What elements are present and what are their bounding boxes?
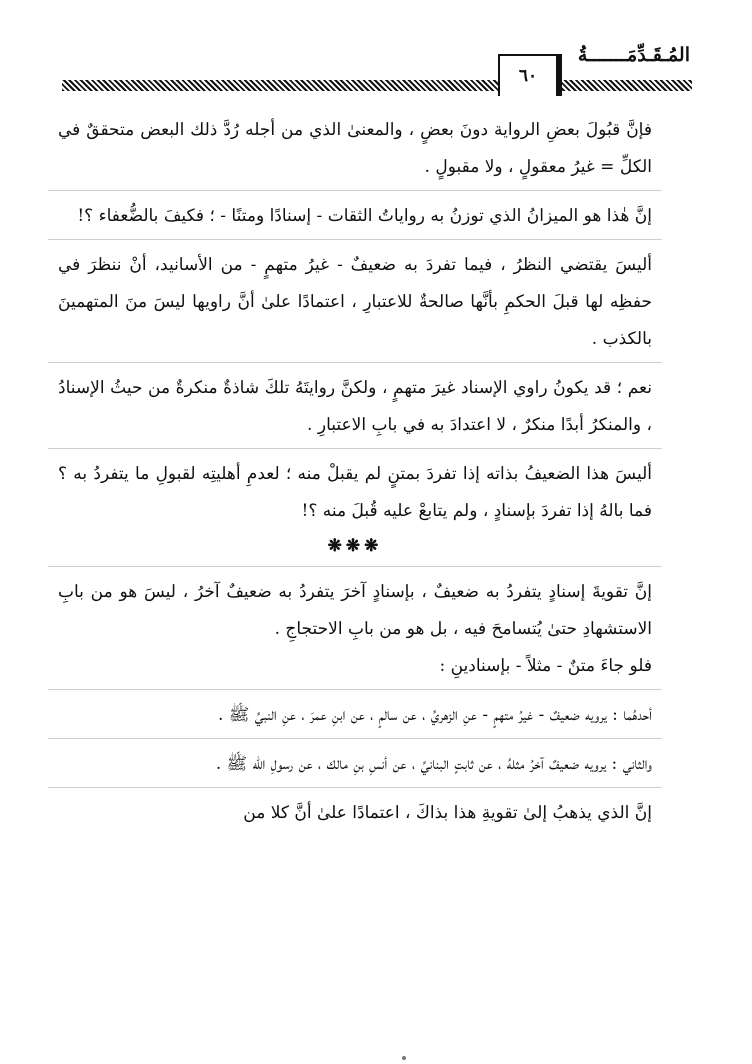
page-mark [402,1056,406,1060]
paragraph-5: أليسَ هذا الضعيفُ بذاته إذا تفردَ بمتنٍ لم يقبلْ منه ؛ لعدمِ أهليتِه لقبولِ ما يتفردُ به ؟ فما بالهُ إذا تفردَ بإسنادٍ ، ولم يتابعْ عليه قُبلَ منه ؟! [58,464,652,521]
header-rule-left [62,80,498,91]
paragraph-8: أحدهُما : يرويه ضعيفٌ - غيرُ متهمٍ - عنِ الزهريِّ ، عن سالمٍ ، عن ابنِ عمرَ ، عنِ النبيِّ ﷺ . [218,705,652,725]
paragraph-9: والثاني : يرويه ضعيفٌ آخرُ مثلهُ ، عن ثابتٍ البنانيِّ ، عن أنسِ بنِ مالك ، عن رسولِ الله ﷺ . [215,754,652,774]
paragraph-divider [48,362,662,364]
paragraph-divider [48,738,662,740]
chapter-title: المُـقَـدِّمَـــــــةُ [577,44,690,66]
page-number: ٦٠ [498,54,558,96]
paragraph-3: أليسَ يقتضي النظرُ ، فيما تفردَ به ضعيفٌ - غيرُ متهمٍ - من الأسانيد، أنْ ننظرَ في حفظِه لها قبلَ الحكمِ بأنَّها صالحةٌ للاعتبارِ ، اعتمادًا علىٰ أنَّ راويها ليسَ منَ المتهمينَ بالكذب . [58,255,652,349]
paragraph-divider [48,787,662,789]
paragraph-divider [48,190,662,192]
paragraph-7: فلو جاءَ متنٌ - مثلاً - بإسنادينِ : [439,656,652,676]
paragraph-4: نعم ؛ قد يكونُ راوي الإسناد غيرَ متهمٍ ، ولكنَّ روايتَهُ تلكَ شاذةٌ منكرةٌ من حيثُ الإسنادُ ، والمنكرُ أبدًا منكرٌ ، لا اعتدادَ به في بابِ الاعتبارِ . [58,378,652,435]
paragraph-10: إنَّ الذي يذهبُ إلىٰ تقويةِ هذا بذاكَ ، اعتمادًا علىٰ أنَّ كلا من [243,803,652,823]
body-text [58,112,652,832]
paragraph-divider [48,448,662,450]
paragraph-6: إنَّ تقويةَ إسنادٍ يتفردُ به ضعيفٌ ، بإسنادٍ آخرَ يتفردُ به ضعيفٌ آخرُ ، ليسَ هو من بابِ الاستشهادِ حتىٰ يُتسامحَ فيه ، بل هو من بابِ الاحتجاجِ . [58,582,652,639]
paragraph-2: إنَّ هٰذا هو الميزانُ الذي توزنُ به رواياتُ الثقات - إسنادًا ومتنًا - ؛ فكيفَ بالضُّعفاء ؟! [77,206,652,226]
paragraph-divider [48,239,662,241]
paragraph-1: فإنَّ قبُولَ بعضِ الرواية دونَ بعضٍ ، والمعنىٰ الذي من أجله رُدَّ ذلك البعض متحققٌ في الكلِّ = غيرُ معقولٍ ، ولا مقبولٍ . [58,120,652,177]
paragraph-divider [48,566,662,568]
section-separator-stars: ❋❋❋ [327,536,383,556]
paragraph-divider [48,689,662,691]
